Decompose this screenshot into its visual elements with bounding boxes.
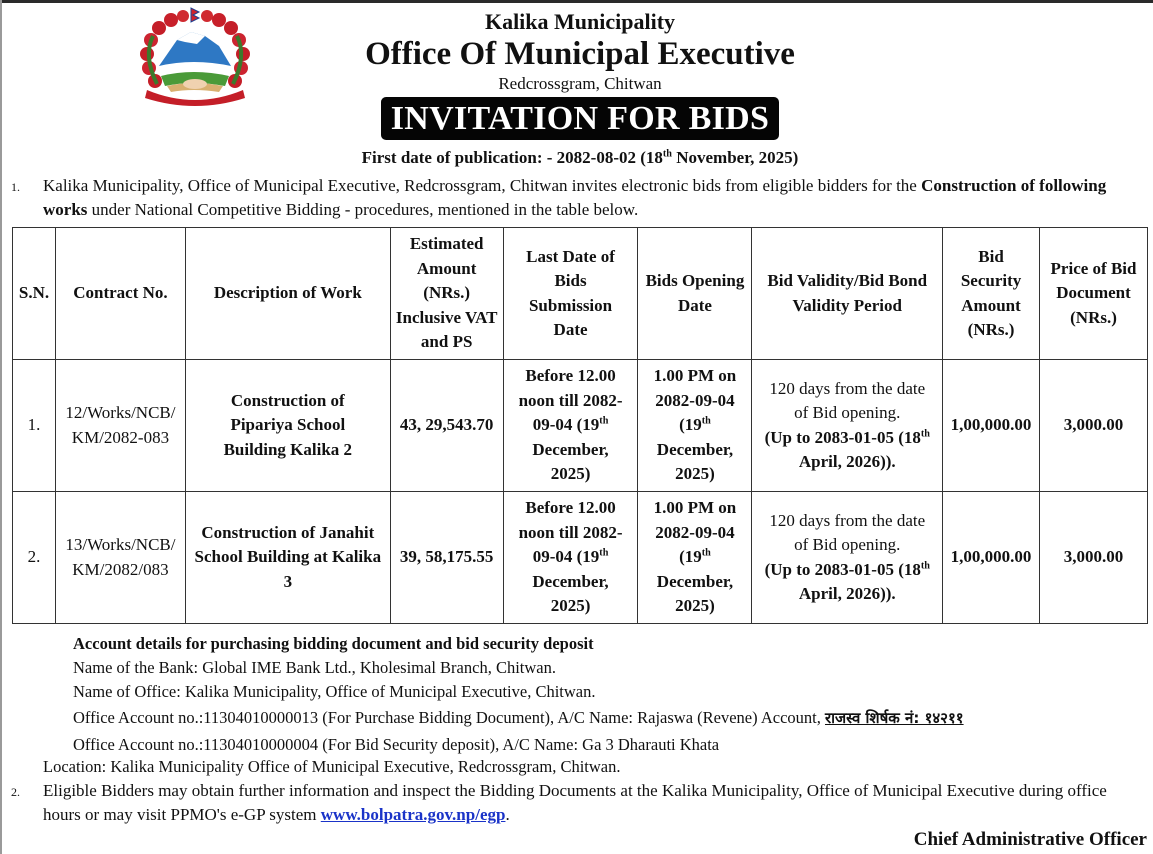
egp-link[interactable]: www.bolpatra.gov.np/egp: [320, 805, 506, 824]
office-name: Office Of Municipal Executive: [365, 36, 795, 72]
account-purchase: [73, 706, 964, 730]
publication-date: [0, 148, 1153, 168]
intro-paragraph: [11, 174, 1148, 222]
invitation-banner: INVITATION FOR BIDS: [381, 97, 779, 140]
revenue-heading-nepali: राजस्व शिर्षक नं: १४२११: [824, 709, 964, 727]
signatory-title: Chief Administrative Officer: [913, 829, 1147, 850]
ordinal-suffix: th: [701, 547, 711, 559]
validity-bold-text: (Up to 2083-01-05 (18: [764, 559, 921, 579]
cell-sn: 2.: [13, 492, 56, 624]
ordinal-suffix: th: [920, 427, 930, 439]
opening-text: 1.00 PM on 2082-09-04 (19: [653, 366, 737, 435]
top-border: [0, 0, 1153, 3]
cell-contract-no: 12/Works/NCB/ KM/2082-083: [55, 360, 185, 492]
opening-text: 1.00 PM on 2082-09-04 (19: [653, 498, 737, 567]
cell-estimated-amount: 43, 29,543.70: [390, 360, 503, 492]
item-number: 1.: [11, 180, 20, 194]
cell-description: Construction of Pipariya School Building Kalika 2: [185, 360, 390, 492]
table-header-row: [13, 228, 1148, 360]
account-security: Office Account no.:11304010000004 (For Bid Security deposit), A/C Name: Ga 3 Dharauti Khata: [73, 735, 720, 754]
cell-doc-price: 3,000.00: [1040, 492, 1148, 624]
cell-estimated-amount: 39, 58,175.55: [390, 492, 503, 624]
validity-bold-text-end: April, 2026)).: [798, 452, 896, 471]
table-row: [13, 360, 1148, 492]
validity-text: 120 days from the date of Bid opening.: [769, 510, 926, 554]
bids-table: [12, 227, 1148, 624]
submission-text: Before 12.00 noon till 2082-09-04 (19: [518, 366, 623, 435]
opening-text-end: December, 2025): [656, 571, 734, 616]
account-details-title: Account details for purchasing bidding document and bid security deposit: [73, 634, 594, 653]
further-info-paragraph: [11, 779, 1148, 827]
office-address: Redcrossgram, Chitwan: [498, 74, 662, 93]
item-number: 2.: [11, 785, 20, 799]
cell-bid-validity: [752, 360, 943, 492]
cell-description: Construction of Janahit School Building at Kalika 3: [185, 492, 390, 624]
header-sn: S.N.: [13, 228, 56, 360]
municipality-name: Kalika Municipality: [484, 9, 676, 34]
bank-name: Name of the Bank: Global IME Bank Ltd., Kholesimal Branch, Chitwan.: [73, 658, 556, 677]
validity-text: 120 days from the date of Bid opening.: [769, 378, 926, 422]
cell-doc-price: 3,000.00: [1040, 360, 1148, 492]
account-purchase-text: Office Account no.:11304010000013 (For Purchase Bidding Document), A/C Name: Rajaswa (Revene) Account,: [73, 708, 825, 727]
cell-sn: 1.: [13, 360, 56, 492]
publication-date-suffix: November, 2025): [671, 148, 799, 167]
cell-submission-date: [503, 492, 638, 624]
cell-opening-date: [638, 360, 752, 492]
submission-text-end: December, 2025): [532, 571, 609, 616]
office-name-line: Name of Office: Kalika Municipality, Office of Municipal Executive, Chitwan.: [73, 682, 596, 701]
ordinal-suffix: th: [599, 415, 609, 427]
intro-text: Kalika Municipality, Office of Municipal Executive, Redcrossgram, Chitwan invites electronic bids from eligible bidders for the: [43, 176, 922, 195]
ordinal-suffix: th: [920, 559, 930, 571]
further-info-end: .: [505, 805, 510, 824]
submission-text-end: December, 2025): [532, 439, 609, 484]
location: Location: Kalika Municipality Office of Municipal Executive, Redcrossgram, Chitwan.: [43, 757, 621, 776]
header-bid-security: Bid Security Amount (NRs.): [943, 228, 1040, 360]
intro-bold-text: Construction of following works: [43, 176, 1107, 219]
header-bid-validity: Bid Validity/Bid Bond Validity Period: [752, 228, 943, 360]
further-info-text: Eligible Bidders may obtain further information and inspect the Bidding Documents at the Kalika Municipality, Office of Municipal Executive during office hours or may visit PPMO's e-GP system: [43, 781, 1107, 824]
cell-bid-security: 1,00,000.00: [943, 492, 1040, 624]
validity-bold-text: (Up to 2083-01-05 (18: [764, 427, 921, 447]
header-contract-no: Contract No.: [55, 228, 185, 360]
table-row: [13, 492, 1148, 624]
cell-opening-date: [638, 492, 752, 624]
header-doc-price: Price of Bid Document (NRs.): [1040, 228, 1148, 360]
submission-text: Before 12.00 noon till 2082-09-04 (19: [518, 498, 623, 567]
ordinal-suffix: th: [599, 547, 609, 559]
cell-bid-validity: [752, 492, 943, 624]
ordinal-suffix: th: [662, 148, 672, 160]
header-submission-date: Last Date of Bids Submission Date: [503, 228, 638, 360]
left-border: [0, 0, 2, 854]
cell-submission-date: [503, 360, 638, 492]
header-opening-date: Bids Opening Date: [638, 228, 752, 360]
validity-bold-text-end: April, 2026)).: [798, 584, 896, 603]
publication-date-text: First date of publication: - 2082-08-02 (18: [361, 148, 663, 167]
ordinal-suffix: th: [701, 415, 711, 427]
header-description: Description of Work: [185, 228, 390, 360]
opening-text-end: December, 2025): [656, 439, 734, 484]
cell-contract-no: 13/Works/NCB/ KM/2082/083: [55, 492, 185, 624]
intro-text-end: under National Competitive Bidding - procedures, mentioned in the table below.: [87, 200, 639, 219]
header-estimated-amount: Estimated Amount (NRs.) Inclusive VAT and PS: [390, 228, 503, 360]
cell-bid-security: 1,00,000.00: [943, 360, 1040, 492]
